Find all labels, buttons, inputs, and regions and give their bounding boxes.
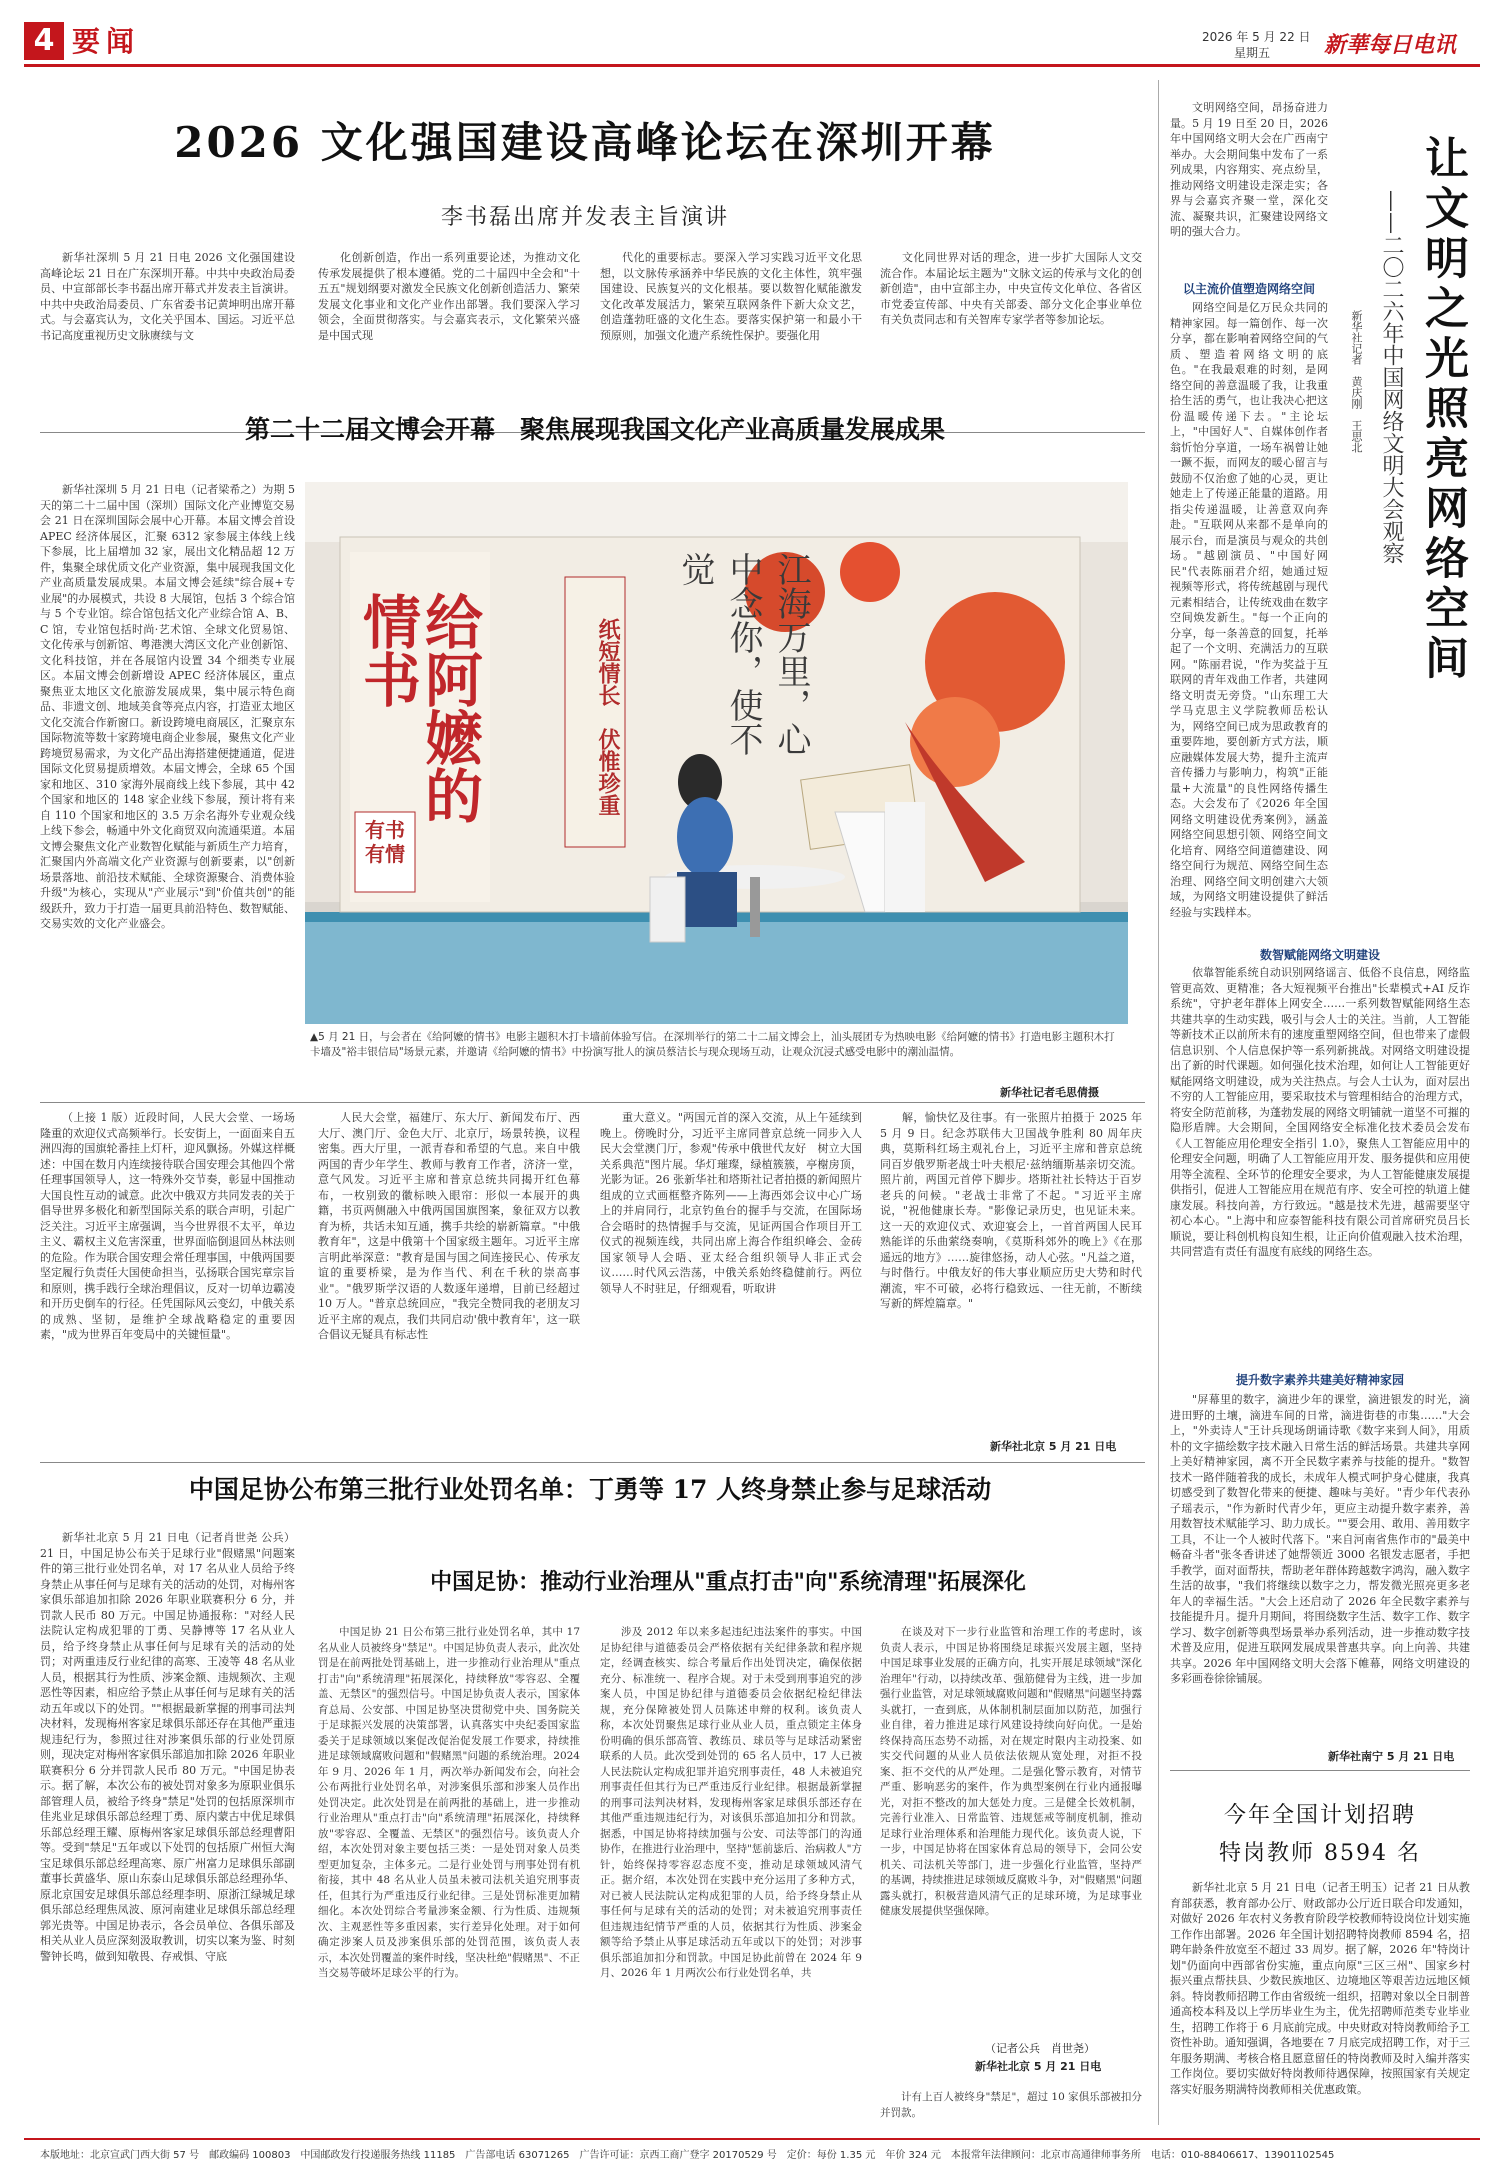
- recruitment-body: 新华社北京 5 月 21 日电（记者王明玉）记者 21 日从教育部获悉，教育部办公厅、财政部办公厅近日联合印发通知，对做好 2026 年农村义务教育阶段学校教师特设岗位计划实施工作作出部署。2026 年全国计划招聘特岗教师 8594 名，招聘年龄条件放宽至不超过 33 周岁。据了解，2026 年"特岗计划"仍面向中西部省份实施，重点向原"三区三州"、国家乡村振兴重点帮扶县、少数民族地区、边境地区等艰苦边远地区倾斜。特岗教师招聘工作由省级统一组织，招聘对象以全日制普通高校本科及以上学历毕业生为主，优先招聘师范类专业毕业生，招聘工作将于 6 月底前完成。中央财政对特岗教师给予工资性补助。通知强调，各地要在 7 月底完成招聘工作，对于三年服务期满、考核合格且愿意留任的特岗教师及时入编并落实工作岗位。要切实做好特岗教师待遇保障，按照国家有关规定落实好服务期满特岗教师相关优惠政策。: [1170, 1881, 1470, 2096]
- issue-weekday: 星期五: [1234, 46, 1271, 60]
- article4-left-col: 新华社北京 5 月 21 日电（记者肖世尧 公兵）21 日，中国足协公布关于足球行业"假赌黑"问题案件的第三批行业处罚名单，对 17 名从业人员给予终身禁止从事任何与足球有关的活动的处罚，对梅州客家俱乐部追加扣除 2026 年职业联赛积分 6 分，并罚款人民币 80 万元。中国足协通报称："对经人民法院认定构成犯罪的丁勇、吴静博等 17 名从业人员，给予终身禁止从事任何与足球有关的活动的处罚；对两重违反行业纪律的高寒、王凌等 48 名从业人员，根据其行为性质、涉案金额、违规频次、主观恶性等因素，相应给予禁止从事任何与足球有关的活动五年或以下的处罚。""根据最新掌握的刑事司法判决材料，发现梅州客家足球俱乐部还存在其他严重违规违纪行为，参照过往对涉案俱乐部的行业处罚原则，现决定对梅州客家俱乐部追加扣除 2026 年职业联赛积分 6 分并罚款人民币 80 万元。"中国足协表示。据了解，本次公布的被处罚对象多为原职业俱乐部管理人员，被给予终身"禁足"处罚的包括原深圳市佳兆业足球俱乐部总经理丁勇、原内蒙古中优足球俱乐部总经理王耀、原梅州客家足球俱乐部总经理曹阳等。受到"禁足"五年或以下处罚的包括原广州恒大淘宝足球俱乐部总经理高寒、原广州富力足球俱乐部副董事长黄盛华、原山东泰山足球俱乐部总经理孙华、原北京国安足球俱乐部总经理李明、原浙江绿城足球俱乐部总经理焦凤波、原河南建业足球俱乐部总经理郭光贵等。中国足协表示，各会员单位、各俱乐部及相关从业人员应深刻汲取教训，切实以案为鉴、时刻警钟长鸣，做到知敬畏、存戒惧、守底: [40, 1531, 295, 1963]
- feature-para-2: 依靠智能系统自动识别网络谣言、低俗不良信息，网络监管更高效、更精准；各大短视频平台推出"长辈模式+AI 反诈系统"，守护老年群体上网安全……一系列数智赋能网络生态共建共享的生动实践，吸引与会人士的关注。当前，人工智能等新技术正以前所未有的速度重塑网络空间，但也带来了虚假信息识别、个人信息保护等一系列新挑战。对网络文明建设提出了新的时代课题。如何强化技术治理，如何让人工智能更好赋能网络文明建设，成为关注热点。与会人士认为，面对层出不穷的人工智能应用，要采取技术与管理相结合的治理方式，将安全防范前移，为蓬勃发展的网络文明铺就一道坚不可摧的隐形盾牌。大会期间，全国网络安全标准化技术委员会发布《人工智能应用伦理安全指引 1.0》，聚焦人工智能应用中的伦理安全问题，明确了人工智能应用开发、服务提供和应用使用等全流程、全环节的伦理安全要求，为人工智能健康发展提供指引，促进人工智能应用在规范有序、安全可控的轨道上健康发展。科技向善，方行致远。"越是技术先进，越需要坚守初心本心。"上海中和应泰智能科技有限公司首席研究员吕长顺说，要让科创机构良知生根，让正向价值观融入技术治理，共同营造有责任有温度有底线的网络生态。: [1170, 966, 1470, 1258]
- feature-headline: 让文明之光照亮网络空间: [1417, 135, 1468, 685]
- photo-text-poem: 江海万里，心中念你，使不觉: [675, 552, 811, 756]
- feature-subhead-2: 数智赋能网络文明建设: [1259, 948, 1380, 962]
- article3-col3: 重大意义。"两国元首的深入交流，从上午延续到晚上。傍晚时分，习近平主席同普京总统一同步入人民大会堂澳门厅，参观"传承中俄世代友好 树立大国关系典范"图片展。华灯璀璨，绿植簇簇，亭榭房顶，光影为证。26 张新华社和塔斯社记者拍摄的新闻照片组成的立式画框整齐陈列——上海西郊会议中心广场上的并肩同行，北京钓鱼台的握手与交流，在国际场合会晤时的热情握手与交流，见证两国合作项目开工仪式的视频连线，共同出席上海合作组织峰会、金砖国家领导人会晤、亚太经合组织领导人非正式会议……时代风云浩荡，中俄关系始终稳健前行。两位领导人不时驻足，仔细观看，听取讲: [600, 1111, 862, 1295]
- feature-para-3: "屏幕里的数字，滴进少年的课堂，滴进银发的时光，滴进田野的土壤，滴进车间的日常，滴进街巷的市集……"大会上，"外卖诗人"王计兵现场朗诵诗歌《数字来到人间》，用质朴的文字描绘数字技术融入日常生活的鲜活场景。共建共享网上美好精神家园，离不开全民数字素养与技能的提升。"数智技术一路伴随着我的成长，未成年人模式呵护身心健康，我真切感受到了数智化带来的便捷、趣味与美好。"青少年代表孙子瑶表示，"作为新时代青少年，更应主动提升数字素养，善用数智技术赋能学习、助力成长。""要会用、敢用、善用数字工具，不让一个人被时代落下。"来自河南省焦作市的"最美中畅奋斗者"张冬香讲述了她帮领近 3000 名银发志愿者，手把手教学，面对面帮扶，帮助老年群体跨越数字鸿沟，融入数字生活的故事，"我们将继续以数字之力，帮发微光照亮更多老年人的幸福生活。"大会上还启动了 2026 年全民数字素养与技能提升月。提升月期间，将围绕数字生活、数字工作、数字学习、数字创新等典型场景举办系列活动，进一步推动数字技术普及应用，促进互联网发展成果普惠共享。向上向善、共建共享。2026 年中国网络文明大会落下帷幕，网络文明建设的多彩画卷徐徐铺展。: [1170, 1393, 1470, 1685]
- photo-caption: ▲5 月 21 日，与会者在《给阿嬷的情书》电影主题积木打卡墙前体验写信。在深圳举行的第二十二届文博会上，汕头展团专为热映电影《给阿嬷的情书》打造电影主题积木打卡墙及"裕丰银信局"场景元素，并邀请《给阿嬷的情书》中扮演写批人的演员蔡洁长与现众现场互动，让观众沉浸式感受电影中的潮汕温情。: [310, 1031, 1115, 1058]
- feature-para-1: 网络空间是亿万民众共同的精神家园。每一篇创作、每一次分享，都在影响着网络空间的气质、塑造着网络文明的底色。"在我最艰难的时刻，是网络空间的善意温暖了我，让我重拾生活的勇气，也让我决心把这份温暖传递下去。"主论坛上，"中国好人"、自媒体创作者翁忻怡分享道，一场车祸曾让她一蹶不振，而网友的暖心留言与鼓励不仅治愈了她的心灵，更让她走上了传递正能量的道路。用指尖传递温暖，让善意双向奔赴。"互联网从来都不是单向的展示台，而是演员与观众的共创场。"越剧演员、"中国好网民"代表陈丽君介绍，她通过短视频等形式，将传统越剧与现代元素相结合，让传统戏曲在数字空间焕发新生。"每一个正向的分享，每一条善意的回复，托举起了一个文明、充满活力的互联网。"陈丽君说，"作为奖益于互联网的青年戏曲工作者，共建网络文明责无旁贷。"山东理工大学马克思主义学院教师岳松认为，网络空间已成为思政教育的重要阵地，要创新方式方法，顺应融媒体发展大势，提升主流声音传播力与影响力，构筑"正能量+大流量"的良性网络传播生态。大会发布了《2026 年全国网络文明建设优秀案例》，涵盖网络空间思想引领、网络空间文化培育、网络空间道德建设、网络空间行为规范、网络空间生态治理、网络空间文明创建六大领域，为网络文明建设提供了鲜活经验与实践样本。: [1170, 301, 1328, 919]
- divider: [40, 1102, 1145, 1103]
- divider: [1170, 1770, 1470, 1771]
- article3-credit: 新华社北京 5 月 21 日电: [990, 1440, 1117, 1453]
- feature-credit: 新华社南宁 5 月 21 日电: [1328, 1750, 1455, 1763]
- article1-col1: 新华社深圳 5 月 21 日电 2026 文化强国建设高峰论坛 21 日在广东深圳开幕。中共中央政治局委员、中宣部部长李书磊出席开幕式并发表主旨演讲。中共中央政治局委员、广东省委书记黄坤明出席开幕式。与会嘉宾认为，文化关乎国本、国运。习近平总书记高度重视历史文脉赓续与文: [40, 251, 295, 342]
- article2-title-visible: 第二十二届文博会开幕 聚焦展现我国文化产业高质量发展成果: [244, 415, 945, 444]
- article1-col2: 化创新创造，作出一系列重要论述，为推动文化传承发展提供了根本遵循。党的二十届四中全会和"十五五"规划纲要对激发全民族文化创新创造活力、繁荣发展文化事业和文化产业作出部署。我们要深入学习领会，全面贯彻落实。与会嘉宾表示，文化繁荣兴盛是中国式现: [318, 251, 580, 342]
- issue-date: 2026 年 5 月 22 日: [1202, 30, 1311, 44]
- divider: [40, 1462, 1145, 1463]
- article1-subtitle: 李书磊出席并发表主旨演讲: [440, 205, 729, 230]
- feature-byline: 新华社记者 黄庆刚 王思北: [1350, 310, 1363, 453]
- paper-name: 新華每日电讯: [1324, 32, 1457, 58]
- footer-rule: [24, 2138, 1480, 2140]
- article4-tail: 计有上百人被终身"禁足"，超过 10 家俱乐部被扣分并罚款。: [880, 2091, 1142, 2119]
- photo-text-left: 给阿嬷的情书: [353, 592, 483, 824]
- footer-info: 本版地址：北京宣武门西大街 57 号 邮政编码 100803 中国邮政发行投递服务热线 11185 广告部电话 63071265 广告许可证：京西工商广登字 20170529 号 定价：每份 1.35 元 年价 324 元 本报常年法律顾问：北京市高通律师事务所 电话：010-88406617、13901102545: [40, 2150, 1335, 2161]
- column-rule: [1158, 80, 1159, 2125]
- article3-col1: （上接 1 版）近段时间，人民大会堂、一场场隆重的欢迎仪式高频举行。长安街上，一面面来自五洲四海的国旗轮番挂上灯杆，迎风飘扬。外媒这样概述：中国在数月内连续接待联合国安理会其他四个常任理事国领导人，这一特殊外交节奏，彰显中国推动大国良性互动的诚意。此次中俄双方共同发表的关于倡导世界多极化和新型国际关系的联合声明，引起广泛关注。习近平主席强调，当今世界很不太平，单边主义、霸权主义危害深重，世界面临倒退回丛林法则的危险。作为联合国安理会常任理事国，中俄两国要坚定履行负责任大国使命担当，弘扬联合国宪章宗旨和原则，携手践行全球治理倡议，反对一切单边霸凌和开历史倒车的行径。任凭国际风云变幻，中俄关系的成熟、坚韧，是维护全球战略稳定的重要因素，"成为世界百年变局中的关键恒量"。: [40, 1111, 295, 1341]
- article1-col3: 代化的重要标志。要深入学习实践习近平文化思想，以文脉传承涵养中华民族的文化主体性，筑牢强国建设、民族复兴的文化根基。要以数智化赋能激发文化改革发展活力，繁荣互联网条件下新大众文艺，创造蓬勃旺盛的文化生态。要落实保护第一和最小干预原则，加强文化遗产系统性保护。要强化用: [600, 251, 862, 342]
- article4-subtitle: 中国足协：推动行业治理从"重点打击"向"系统清理"拓展深化: [430, 1569, 1026, 1595]
- article4-col2: 涉及 2012 年以来多起违纪违法案件的事实。中国足协纪律与道德委员会严格依据有关纪律条款和程序规定，经调查核实、综合考量后作出处罚决定，确保依据充分、标准统一、程序合规。对于未受到刑事追究的涉案人员，中国足协纪律与道德委员会依据纪检纪律法规，充分保障被处罚人员陈述申辩的权利。该负责人称，本次处罚聚焦足球行业从业人员，重点锁定主体身份明确的俱乐部高管、教练员、球员等与足球活动紧密联系的人员。此次受到处罚的 65 名人员中，17 人已被人民法院认定构成犯罪并追究刑事责任，48 人未被追究刑事责任但其行为已严重违反行业纪律。根据最新掌握的刑事司法判决材料，发现梅州客家足球俱乐部还存在其他严重违规违纪行为，对该俱乐部追加扣分和罚款。据悉，中国足协将持续加强与公安、司法等部门的沟通协作，在推进行业治理中，坚持"惩前毖后、治病救人"方针，始终保持零容忍态度不变，推动足球领域风清气正。据介绍，本次处罚在实践中充分运用了多种方式，对已被人民法院认定构成犯罪的人员，给予终身禁止从事任何与足球有关的活动的处罚；对未被追究刑事责任但违规违纪情节严重的人员，依据其行为性质、涉案金额等给予禁止从事足球活动五年或以下的处罚；对涉事俱乐部追加扣分和罚款。中国足协此前曾在 2024 年 9 月、2026 年 1 月两次公布行业处罚名单，共: [600, 1626, 862, 1979]
- page-header: [24, 22, 1480, 66]
- page-number: 4: [24, 22, 64, 60]
- recruitment-title-line2: 特岗教师 8594 名: [1219, 1841, 1421, 1866]
- article1-col4: 文化同世界对话的理念，进一步扩大国际人文交流合作。本届论坛主题为"文脉文运的传承与文化的创新创造"，由中宣部主办，中央宣传文化单位、各省区市党委宣传部、中央有关部委、部分文化企事业单位有关负责同志和有关智库专家学者等参加论坛。: [880, 251, 1142, 326]
- article4-credit: 新华社北京 5 月 21 日电: [975, 2060, 1102, 2073]
- article4-col1: 中国足协 21 日公布第三批行业处罚名单，其中 17 名从业人员被终身"禁足"。中国足协负责人表示，此次处罚是在前两批处罚基础上，进一步推动行业治理从"重点打击"向"系统清理"拓展深化，持续释放"零容忍、全覆盖、无禁区"的强烈信号。中国足协负责人表示，国家体育总局、公安部、中国足协坚决贯彻党中央、国务院关于足球振兴发展的决策部署，认真落实中央纪委国家监委关于足球领域以案促改促治促发展工作要求，持续推进足球领域腐败问题和"假赌黑"问题的系统治理。2024 年 9 月、2026 年 1 月，两次举办新闻发布会，向社会公布两批行业处罚名单，对涉案俱乐部和涉案人员作出处罚决定。此次处罚是在前两批的基础上，进一步推动行业治理从"重点打击"向"系统清理"拓展深化，持续释放"零容忍、全覆盖、无禁区"的强烈信号。该负责人介绍，本次处罚对象主要包括三类：一是处罚对象人员类型更加复杂，主体多元。二是行业处罚与刑事处罚有机衔接，其中 48 名从业人员虽未被司法机关追究刑事责任，但其行为严重违反行业纪律。三是处罚标准更加精细化。本次处罚综合考量涉案金额、行为性质、违规频次、主观恶性等多重因素，实行差异化处理。对于如何确定涉案人员及涉案俱乐部的处罚范围，该负责人表示，本次处罚覆盖的案件时线，坚决杜绝"假赌黑"、不正当交易等破坏足球公平的行为。: [318, 1626, 580, 1979]
- photo-credit: 新华社记者毛思倩摄: [1000, 1086, 1099, 1099]
- recruitment-title-line1: 今年全国计划招聘: [1223, 1803, 1416, 1828]
- feature-subline: ——二〇二六年中国网络文明大会观察: [1379, 190, 1404, 564]
- header-rule: [24, 64, 1480, 67]
- event-photo: [305, 482, 1128, 1024]
- article3-col2: 人民大会堂，福建厅、东大厅、新闻发布厅、西大厅、澳门厅、金色大厅、北京厅，场景转换，议程密集。西大厅里，一派青春和希望的气息。来自中俄两国的青少年学生、教师与教育工作者，济济一堂，意气风发。习近平主席和普京总统共同揭开红色幕布，一枚别致的徽标映入眼帘：形似一本展开的典籍，书页两侧融入中俄两国国旗图案，象征双方以教育为桥，共话未知互通，携手共绘的崭新篇章。"中俄教育年"，这是中俄第十个国家级主题年。习近平主席言明此举深意："教育是国与国之间连接民心、传承友谊的重要桥梁，是为作当代、利在千秋的崇高事业"。"俄罗斯学汉语的人数逐年递增，目前已经超过 10 万人。"普京总统回应，"我完全赞同我的老朋友习近平主席的观点，我们共同启动'俄中教育年'，这一联合倡议无疑具有标志性: [318, 1111, 580, 1341]
- section-name: 要闻: [72, 25, 141, 58]
- article4-col3: 在谈及对下一步行业监管和治理工作的考虑时，该负责人表示，中国足协将围绕足球振兴发展主题，坚持中国足球事业发展的正确方向，扎实开展足球领域"深化治理年"行动，以持续改革、强筋健骨为主线，进一步加强行业监管，对足球领域腐败问题和"假赌黑"问题坚持露头就打，一查到底，从体制机制层面加以防范，加强行业自律，着力推进足球行风建设持续向好向优。一是始终保持高压态势不动摇，对在规定时限内主动投案、如实交代问题的从业人员依法依规从宽处理，对拒不投案、拒不交代的从严处理。二是强化警示教育，对情节严重、影响恶劣的案件，作为典型案例在行业内通报曝光，对拒不整改的加大惩处力度。三是健全长效机制，完善行业准入、日常监管、违规惩戒等制度机制，推动足球行业治理体系和治理能力现代化。该负责人说，下一步，中国足协将在国家体育总局的领导下，会同公安机关、司法机关等部门，进一步强化行业监管，坚持严的基调，持续推进足球领域反腐败斗争，对"假赌黑"问题露头就打，积极营造风清气正的足球环境，为足球事业健康发展提供坚强保障。: [880, 1626, 1142, 1917]
- article3-col4: 解，愉快忆及往事。有一张照片拍摄于 2025 年 5 月 9 日。纪念苏联伟大卫国战争胜利 80 周年庆典，莫斯科红场主观礼台上，习近平主席和普京总统同百岁俄罗斯老战士叶夫根尼·兹纳缅斯基亲切交流。照片前，两国元首停下脚步。塔斯社社长特达于百岁老兵的问候。"老战士非常了不起。"习近平主席说，"祝他健康长寿。"影像记录历史，也见证未来。这一天的欢迎仪式、欢迎宴会上，一首首两国人民耳熟能详的乐曲萦绕奏响，《莫斯科郊外的晚上》《在那遥远的地方》……旋律悠扬，动人心弦。"凡益之道，与时偕行。中俄友好的伟大事业顺应历史大势和时代潮流，牢不可破，必将行稳致远、一往无前，不断续写新的辉煌篇章。": [880, 1111, 1142, 1310]
- photo-text-banner: 纸短情长 伏惟珍重: [595, 618, 621, 816]
- article4-title: 中国足协公布第三批行业处罚名单：丁勇等 17 人终身禁止参与足球活动: [188, 1475, 992, 1504]
- photo-text-badge: 有书有情: [365, 818, 405, 866]
- article2-body: 新华社深圳 5 月 21 日电（记者梁希之）为期 5 天的第二十二届中国（深圳）国际文化产业博览交易会 21 日在深圳国际会展中心开幕。本届文博会首设 APEC 经济体展区，汇聚 6312 家参展主体线上线下参展，比上届增加 32 家，展出文化精品超 12 万件，集聚全球优质文化产业资源，集中展现我国文化产业高质量发展成果。本届文博会延续"综合展+专业展"的办展模式，共设 8 大展馆，包括 3 个综合馆与 5 个专业馆。综合馆包括文化产业综合馆 A、B、C 馆，专业馆包括时尚·艺术馆、全球文化贸易馆、文化传承与创新馆、粤港澳大湾区文化产业创新馆、文化科技馆，并在各展馆内设置 34 个细类专业展区。本届文博会创新增设 APEC 经济体展区，重点聚焦亚太地区文化旅游发展成果，集中展示特色商品、非遗文创、地域美食等亮点内容，打造亚太地区文化交流合作新窗口。新设跨境电商展区，汇聚京东国际物流等数十家跨境电商企业参展，聚焦文化产业跨境贸易需求，为文化产品出海搭建便捷通道，促进国际文化贸易提质增效。本届文博会，全球 65 个国家和地区、310 家海外展商线上线下参展，其中 42 个国家和地区的 148 家企业线下参展，预计将有来自 110 个国家和地区的 3.5 万余名海外专业观众线上线下参会，畅通中外文化商贸双向流通渠道。本届文博会聚焦文化产业数智化赋能与新质生产力培育，汇聚国内外高端文化产业资源与创新要素，以"创新场景落地、前沿技术赋能、全球资源聚合、消费体验升级"为核心，实现从"产业展示"到"价值共创"的能级跃升，致力于打造一届更具前沿特色、数智赋能、交易实效的文化产业盛会。: [40, 483, 295, 930]
- article1-title: 2026 文化强国建设高峰论坛在深圳开幕: [174, 118, 996, 167]
- feature-subhead-3: 提升数字素养共建美好精神家园: [1235, 1373, 1404, 1387]
- feature-intro: 文明网络空间，昂扬奋进力量。5 月 19 日至 20 日，2026 年中国网络文明大会在广西南宁举办。大会期间集中发布了一系列成果，内容翔实、亮点纷呈，推动网络文明建设走深走实；各界与会嘉宾齐聚一堂，深化交流、凝聚共识，汇聚建设网络文明的强大合力。: [1170, 101, 1328, 238]
- article4-credit-reporters: （记者公兵 肖世尧）: [985, 2042, 1095, 2055]
- feature-subhead-1: 以主流价值塑造网络空间: [1182, 282, 1315, 296]
